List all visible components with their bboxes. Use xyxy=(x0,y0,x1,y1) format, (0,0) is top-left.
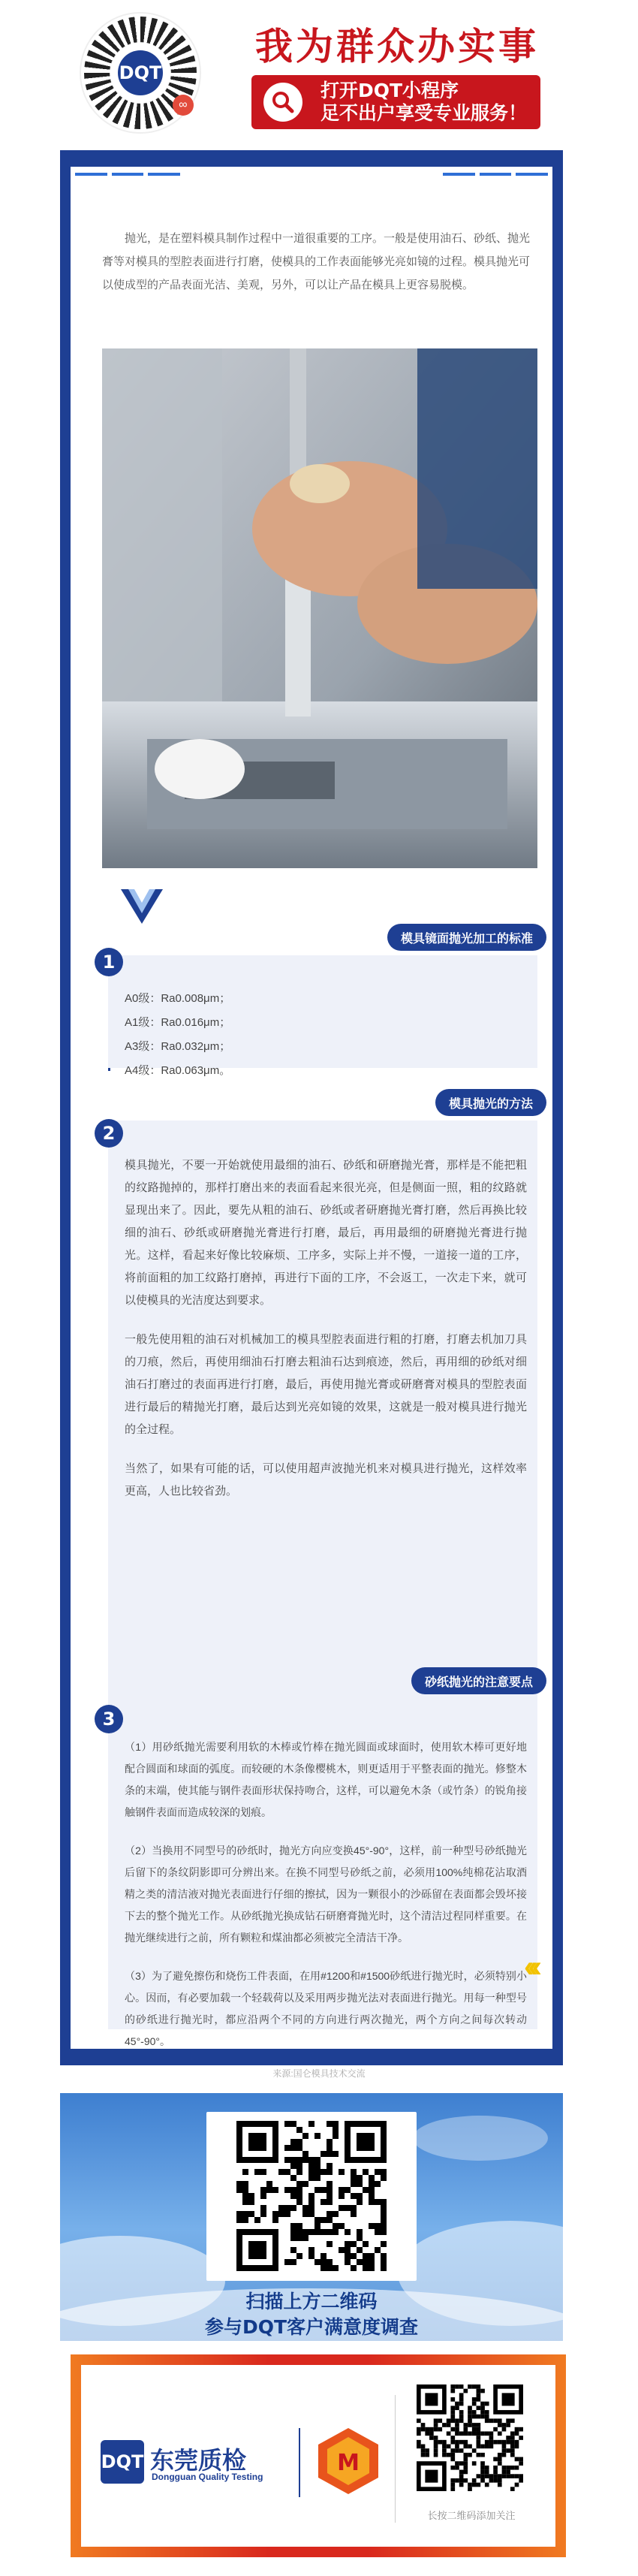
standard-item: A3级：Ra0.032μm； xyxy=(125,1040,231,1053)
search-icon xyxy=(263,83,302,122)
section3-paragraph: （2）当换用不同型号的砂纸时，抛光方向应变换45°-90°，这样，前一种型号砂纸抛光后留下的条纹阴影即可分辨出来。在换不同型号砂纸之前，必须用100%纯棉花沾取酒精之类的清洁液对抛光表面进行仔细的擦拭，因为一颗很小的沙砾留在表面都会毁坏接下去的整个抛光工作。从砂纸抛光换成钻石研磨膏抛光时，这个清洁过程同样重要。在抛光继续进行之前，所有颗粒和煤油都必须被完全清洁干净。 xyxy=(125,1845,527,1944)
mini-program-code[interactable] xyxy=(81,14,200,132)
decor-dashes-left xyxy=(75,173,180,177)
section2-title: 模具抛光的方法 xyxy=(435,1089,546,1116)
brand-name-en: Dongguan Quality Testing xyxy=(152,2472,263,2482)
section2-text xyxy=(125,1154,527,1519)
slogan-title: 我为群众办实事 xyxy=(255,25,539,68)
back-arrows-icon[interactable]: ‹‹‹ xyxy=(524,1950,536,1983)
section1-number: 1 xyxy=(95,948,123,976)
source-credit: 来源:国仑模具技术交流 xyxy=(272,2068,366,2079)
chevron-down-icon xyxy=(119,888,164,929)
section3-paragraph: （3）为了避免擦伤和烧伤工件表面，在用#1200和#1500砂纸进行抛光时，必须特别小心。因而，有必要加载一个轻载荷以及采用两步抛光法对表面进行抛光。用每一种型号的砂纸进行抛光时，都应沿两个不同的方向进行两次抛光，两个方向之间每次转动45°-90°。 xyxy=(125,1970,527,2047)
svg-text:M: M xyxy=(337,2450,360,2476)
brand-banner xyxy=(71,2354,566,2557)
standard-item: A4级：Ra0.063μm。 xyxy=(125,1064,231,1077)
cta-line-1: 打开DQT小程序 xyxy=(321,80,459,101)
polishing-photo xyxy=(102,348,537,868)
follow-qr-code[interactable] xyxy=(417,2384,523,2491)
standard-item: A1级：Ra0.016μm； xyxy=(125,1016,231,1029)
dqt-logo: DQT xyxy=(101,2440,144,2484)
section2-paragraph: 一般先使用粗的油石对机械加工的模具型腔表面进行粗的打磨，打磨去机加刀具的刀痕，然后，再使用细油石打磨去粗油石达到痕迹，然后，再用细的砂纸对细油石打磨过的表面再进行打磨，最后，再使用抛光膏或研磨膏对模具的型腔表面进行最后的精抛光打磨，最后达到光亮如镜的效果，这就是一般对模具进行抛光的全过程。 xyxy=(125,1333,527,1436)
survey-qr-code[interactable] xyxy=(206,2112,417,2281)
section3-title: 砂纸抛光的注意要点 xyxy=(411,1667,546,1694)
decor-dashes-right xyxy=(443,173,548,177)
section3-number: 3 xyxy=(95,1705,123,1733)
qr-caption: 长按二维码添加关注 xyxy=(427,2510,516,2521)
open-mini-program-banner[interactable] xyxy=(251,75,540,129)
divider xyxy=(395,2395,396,2523)
intro-paragraph: 抛光，是在塑料模具制作过程中一道很重要的工序。一般是使用油石、砂纸、抛光膏等对模具的型腔表面进行打磨，使模具的工作表面能够光亮如镜的过程。模具抛光可以使成型的产品表面光洁、美观，另外，可以让产品在模具上更容易脱模。 xyxy=(102,232,531,291)
standard-item: A0级：Ra0.008μm； xyxy=(125,992,231,1005)
partner-logo-icon xyxy=(314,2427,383,2496)
divider xyxy=(299,2428,300,2497)
article-frame xyxy=(60,150,563,2065)
mini-program-badge-icon: ∞ xyxy=(173,95,194,116)
page-header xyxy=(0,0,638,150)
section2-number: 2 xyxy=(95,1119,123,1148)
survey-banner xyxy=(60,2093,563,2341)
survey-line-2: 参与DQT客户满意度调查 xyxy=(204,2316,419,2338)
section2-paragraph: 当然了，如果有可能的话，可以使用超声波抛光机来对模具进行抛光，这样效率更高，人也比较省劲。 xyxy=(125,1462,527,1498)
section1-title: 模具镜面抛光加工的标准 xyxy=(387,924,546,951)
section2-paragraph: 模具抛光，不要一开始就使用最细的油石、砂纸和研磨抛光膏，那样是不能把粗的纹路抛掉的，那样打磨出来的表面看起来很光亮，但是侧面一照，粗的纹路就显现出来了。因此，要先从粗的油石、砂纸或者研磨抛光膏打磨，然后再换比较细的油石、砂纸或研磨抛光膏进行打磨，最后，再用最细的研磨抛光膏进行抛光。这样，看起来好像比较麻烦、工序多，实际上并不慢，一道接一道的工序，将前面粗的加工纹路打磨掉，再进行下面的工序，不会返工，一次走下来，就可以使模具的光洁度达到要求。 xyxy=(125,1159,527,1307)
section3-text xyxy=(125,1736,527,2069)
brand-name-cn: 东莞质检 xyxy=(150,2446,247,2475)
standards-list xyxy=(125,987,527,1083)
mini-code-logo: DQT xyxy=(118,50,163,95)
section3-paragraph: （1）用砂纸抛光需要利用软的木棒或竹棒在抛光圆面或球面时，使用软木棒可更好地配合圆面和球面的弧度。而较硬的木条像樱桃木，则更适用于平整表面的抛光。修整木条的末端，使其能与钢件表面形状保持吻合，这样，可以避免木条（或竹条）的锐角接触钢件表面而造成较深的划痕。 xyxy=(125,1741,527,1818)
survey-line-1: 扫描上方二维码 xyxy=(245,2291,378,2312)
article-body xyxy=(71,167,552,2049)
cta-line-2: 足不出户享受专业服务！ xyxy=(321,102,528,124)
